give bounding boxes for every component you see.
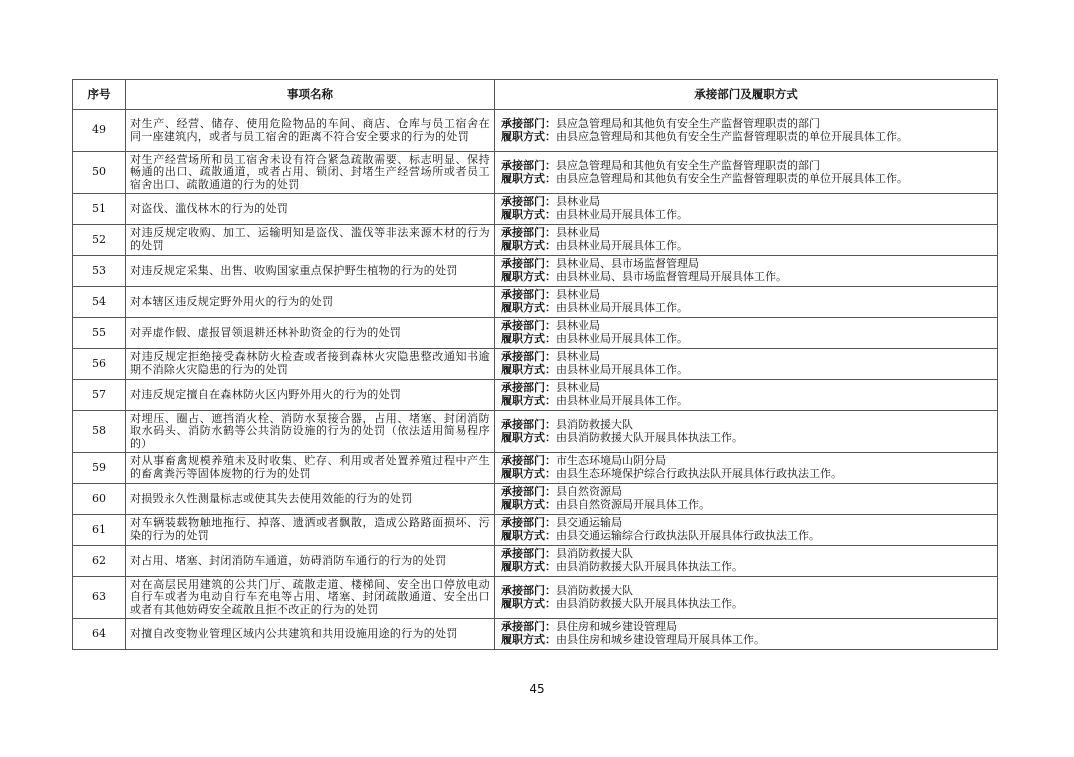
matter-name: 对生产经营场所和员工宿舍未设有符合紧急疏散需要、标志明显、保持畅通的出口、疏散通道，或者占用、锁闭、封堵生产经营场所或者员工宿舍出口、疏散通道的行为的处罚 (126, 152, 495, 194)
matter-name: 对本辖区违反规定野外用火的行为的处罚 (126, 287, 495, 318)
row-number: 49 (73, 110, 126, 152)
mode-value: 由县消防救援大队开展具体执法工作。 (556, 596, 743, 610)
mode-value: 由县林业局开展具体工作。 (556, 363, 688, 376)
matter-name: 对违反规定擅自在森林防火区内野外用火的行为的处罚 (126, 380, 495, 411)
row-number: 60 (73, 484, 126, 515)
mode-value: 由县林业局开展具体工作。 (556, 394, 688, 407)
header-item: 事项名称 (126, 80, 495, 110)
matter-name: 对违反规定拒绝接受森林防火检查或者接到森林火灾隐患整改通知书逾期不消除火灾隐患的行为的处罚 (126, 349, 495, 380)
dept-label: 承接部门： (501, 417, 556, 431)
row-number: 54 (73, 287, 126, 318)
mode-label: 履职方式： (501, 529, 556, 542)
dept-label: 承接部门： (501, 516, 556, 530)
mode-value: 由县生态环境保护综合行政执法队开展具体行政执法工作。 (556, 467, 842, 480)
dept-label: 承接部门： (501, 547, 556, 561)
dept-label: 承接部门： (501, 257, 556, 271)
mode-label: 履职方式： (501, 633, 556, 646)
dept-label: 承接部门： (501, 288, 556, 302)
mode-line (501, 240, 993, 253)
mode-value: 由县住房和城乡建设管理局开展具体工作。 (556, 633, 765, 646)
dept-label: 承接部门： (501, 454, 556, 468)
matters-table (72, 79, 998, 650)
matter-name: 对在高层民用建筑的公共门厅、疏散走道、楼梯间、安全出口停放电动自行车或者为电动自行车充电等占用、堵塞、封闭疏散通道、安全出口或者有其他妨碍安全疏散且拒不改正的行为的处罚 (126, 577, 495, 619)
dept-label: 承接部门： (501, 319, 556, 333)
header-no: 序号 (73, 80, 126, 110)
mode-label: 履职方式： (501, 301, 556, 314)
table-row (73, 546, 998, 577)
dept-value: 县应急管理局和其他负有安全生产监督管理职责的部门 (556, 158, 820, 172)
mode-label: 履职方式： (501, 467, 556, 480)
dept-value: 县林业局 (556, 288, 600, 302)
row-number: 57 (73, 380, 126, 411)
dept-cell (495, 411, 998, 453)
dept-value: 县林业局 (556, 319, 600, 333)
table-header-row (73, 80, 998, 110)
dept-value: 县住房和城乡建设管理局 (556, 620, 677, 634)
mode-line (501, 173, 993, 186)
table-body (73, 110, 998, 650)
table-row (73, 225, 998, 256)
dept-value: 县自然资源局 (556, 485, 622, 499)
row-number: 64 (73, 619, 126, 650)
matter-name: 对弄虚作假、虚报冒领退耕还林补助资金的行为的处罚 (126, 318, 495, 349)
mode-line (501, 432, 993, 445)
mode-line (501, 395, 993, 408)
dept-cell (495, 546, 998, 577)
table-row (73, 411, 998, 453)
dept-label: 承接部门： (501, 583, 556, 597)
mode-value: 由县消防救援大队开展具体执法工作。 (556, 430, 743, 444)
mode-line (501, 598, 993, 611)
dept-value: 市生态环境局山阴分局 (556, 454, 666, 468)
mode-value: 由县交通运输综合行政执法队开展具体行政执法工作。 (556, 529, 820, 542)
dept-value: 县林业局 (556, 226, 600, 240)
matter-name: 对从事畜禽规模养殖未及时收集、贮存、利用或者处置养殖过程中产生的畜禽粪污等固体废物的行为的处罚 (126, 453, 495, 484)
mode-line (501, 634, 993, 647)
table-row (73, 110, 998, 152)
matter-name: 对损毁永久性测量标志或使其失去使用效能的行为的处罚 (126, 484, 495, 515)
dept-label: 承接部门： (501, 350, 556, 364)
row-number: 51 (73, 194, 126, 225)
mode-label: 履职方式： (501, 363, 556, 376)
page-number: 45 (529, 682, 545, 696)
dept-cell (495, 484, 998, 515)
row-number: 56 (73, 349, 126, 380)
mode-value: 由县消防救援大队开展具体执法工作。 (556, 560, 743, 573)
matter-name: 对违反规定收购、加工、运输明知是盗伐、滥伐等非法来源木材的行为的处罚 (126, 225, 495, 256)
dept-value: 县林业局 (556, 350, 600, 364)
dept-value: 县消防救援大队 (556, 547, 633, 561)
dept-cell (495, 287, 998, 318)
mode-line (501, 468, 993, 481)
row-number: 50 (73, 152, 126, 194)
dept-value: 县消防救援大队 (556, 583, 633, 597)
dept-value: 县应急管理局和其他负有安全生产监督管理职责的部门 (556, 116, 820, 130)
row-number: 59 (73, 453, 126, 484)
mode-line (501, 561, 993, 574)
table-row (73, 380, 998, 411)
table-row (73, 619, 998, 650)
mode-label: 履职方式： (501, 430, 556, 444)
dept-label: 承接部门： (501, 195, 556, 209)
dept-label: 承接部门： (501, 158, 556, 172)
dept-value: 县林业局 (556, 381, 600, 395)
table-row (73, 318, 998, 349)
mode-label: 履职方式： (501, 270, 556, 283)
mode-line (501, 499, 993, 512)
dept-label: 承接部门： (501, 485, 556, 499)
mode-value: 由县林业局开展具体工作。 (556, 239, 688, 252)
dept-cell (495, 577, 998, 619)
mode-label: 履职方式： (501, 171, 556, 185)
dept-label: 承接部门： (501, 226, 556, 240)
dept-cell (495, 349, 998, 380)
dept-value: 县交通运输局 (556, 516, 622, 530)
matter-name: 对生产、经营、储存、使用危险物品的车间、商店、仓库与员工宿舍在同一座建筑内，或者与员工宿舍的距离不符合安全要求的行为的处罚 (126, 110, 495, 152)
mode-line (501, 271, 993, 284)
mode-line (501, 302, 993, 315)
matter-name: 对车辆装载物触地拖行、掉落、遗洒或者飘散，造成公路路面损坏、污染的行为的处罚 (126, 515, 495, 546)
dept-label: 承接部门： (501, 116, 556, 130)
mode-line (501, 333, 993, 346)
dept-cell (495, 453, 998, 484)
mode-line (501, 131, 993, 144)
matter-name: 对盗伐、滥伐林木的行为的处罚 (126, 194, 495, 225)
row-number: 62 (73, 546, 126, 577)
mode-value: 由县应急管理局和其他负有安全生产监督管理职责的单位开展具体工作。 (556, 129, 908, 143)
matter-name: 对违反规定采集、出售、收购国家重点保护野生植物的行为的处罚 (126, 256, 495, 287)
row-number: 55 (73, 318, 126, 349)
row-number: 53 (73, 256, 126, 287)
header-dept: 承接部门及履职方式 (495, 80, 998, 110)
mode-line (501, 530, 993, 543)
dept-label: 承接部门： (501, 381, 556, 395)
mode-label: 履职方式： (501, 498, 556, 511)
table-row (73, 194, 998, 225)
mode-label: 履职方式： (501, 208, 556, 221)
dept-value: 县消防救援大队 (556, 417, 633, 431)
matter-name: 对埋压、圈占、遮挡消火栓、消防水泵接合器，占用、堵塞、封闭消防取水码头、消防水鹤等公共消防设施的行为的处罚（依法适用简易程序的） (126, 411, 495, 453)
table-row (73, 515, 998, 546)
dept-cell (495, 380, 998, 411)
table-row (73, 256, 998, 287)
dept-cell (495, 619, 998, 650)
table-row (73, 349, 998, 380)
table-row (73, 577, 998, 619)
row-number: 63 (73, 577, 126, 619)
table-row (73, 484, 998, 515)
row-number: 52 (73, 225, 126, 256)
mode-label: 履职方式： (501, 394, 556, 407)
mode-label: 履职方式： (501, 596, 556, 610)
mode-value: 由县林业局、县市场监督管理局开展具体工作。 (556, 270, 787, 283)
dept-cell (495, 194, 998, 225)
mode-label: 履职方式： (501, 129, 556, 143)
matter-name: 对擅自改变物业管理区域内公共建筑和共用设施用途的行为的处罚 (126, 619, 495, 650)
mode-value: 由县林业局开展具体工作。 (556, 332, 688, 345)
dept-value: 县林业局 (556, 195, 600, 209)
mode-value: 由县林业局开展具体工作。 (556, 301, 688, 314)
dept-cell (495, 256, 998, 287)
dept-label: 承接部门： (501, 620, 556, 634)
mode-label: 履职方式： (501, 332, 556, 345)
dept-cell (495, 152, 998, 194)
row-number: 61 (73, 515, 126, 546)
mode-label: 履职方式： (501, 560, 556, 573)
mode-value: 由县自然资源局开展具体工作。 (556, 498, 710, 511)
dept-cell (495, 225, 998, 256)
mode-line (501, 209, 993, 222)
mode-line (501, 364, 993, 377)
mode-value: 由县林业局开展具体工作。 (556, 208, 688, 221)
table-row (73, 453, 998, 484)
table-row (73, 287, 998, 318)
mode-value: 由县应急管理局和其他负有安全生产监督管理职责的单位开展具体工作。 (556, 171, 908, 185)
dept-cell (495, 318, 998, 349)
dept-value: 县林业局、县市场监督管理局 (556, 257, 699, 271)
table-row (73, 152, 998, 194)
row-number: 58 (73, 411, 126, 453)
matter-name: 对占用、堵塞、封闭消防车通道，妨碍消防车通行的行为的处罚 (126, 546, 495, 577)
dept-cell (495, 110, 998, 152)
dept-cell (495, 515, 998, 546)
mode-label: 履职方式： (501, 239, 556, 252)
